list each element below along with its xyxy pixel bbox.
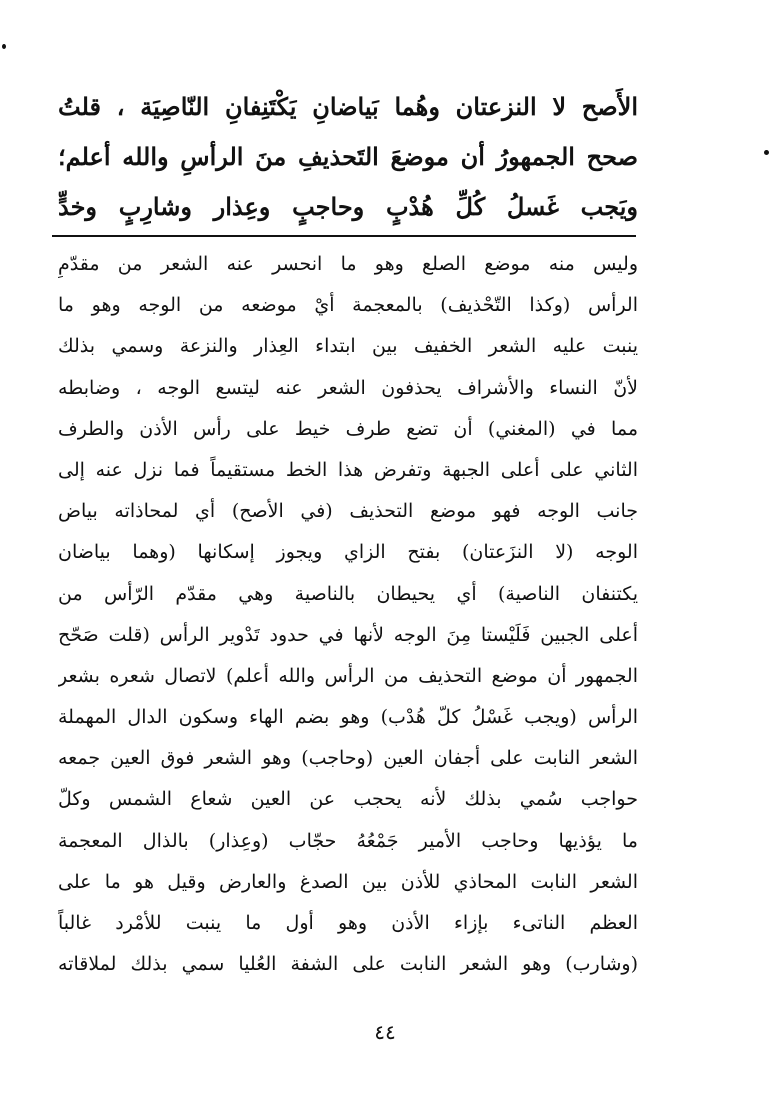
commentary-text xyxy=(58,244,638,985)
commentary-line: جانب الوجه فهو موضع التحذيف (في الأصح) أي لمحاذاته بياض xyxy=(58,500,638,523)
commentary-line: وليس منه موضع الصلع وهو ما انحسر عنه الشعر من مقدّمِ xyxy=(58,253,638,275)
commentary-line: الرأس (وكذا التّحْذيف) بالمعجمة أيْ موضعه من الوجه وهو ما xyxy=(58,294,638,317)
commentary-line: الشعر النابت على أجفان العين (وحاجب) وهو الشعر فوق العين جمعه xyxy=(58,747,638,770)
commentary-line: العظم الناتىء بإزاء الأذن وهو أول ما ينبت للأمْرد غالباً xyxy=(58,912,638,934)
commentary-line: الرأس (ويجب غَسْلُ كلّ هُدْب) وهو بضم الهاء وسكون الدال المهملة xyxy=(58,706,638,729)
commentary-line: يكتنفان الناصية) أي يحيطان بالناصية وهي مقدّم الرّأس من xyxy=(58,582,638,605)
commentary-line: أعلى الجبين فَلَيْستا مِنَ الوجه لأنها في حدود تَدْوير الرأس (قلت صَحّح xyxy=(58,623,638,646)
commentary-line: مما في (المغني) أن تضع طرف خيط على رأس الأذن والطرف xyxy=(58,417,638,440)
main-text-line: صحح الجمهورُ أن موضعَ التَحذيفِ منَ الرأسِ والله أعلم؛ xyxy=(58,142,638,171)
commentary-line: الجمهور أن موضع التحذيف من الرأس والله أعلم) لاتصال شعره بشعر xyxy=(58,664,638,687)
commentary-line: الثاني على أعلى الجبهة وتفرض هذا الخط مستقيماً فما نزل عنه إلى xyxy=(58,458,638,481)
main-text-line: ويَجب غَسلُ كُلِّ هُدْبٍ وحاجبٍ وعِذار وشارِبٍ وخدٍّ xyxy=(58,192,638,221)
page-number: ٤٤ xyxy=(374,1020,396,1044)
main-text-line: الأَصح لا النزعتان وهُما بَياضانِ يَكْتَنِفانِ النّاصِيَة ، قلتُ xyxy=(58,92,638,121)
commentary-line: حواجب سُمي بذلك لأنه يحجب عن العين شعاع الشمس وكلّ xyxy=(58,788,638,811)
margin-mark xyxy=(764,150,769,155)
separator-rule xyxy=(52,235,636,237)
commentary-line: الشعر النابت المحاذي للأذن بين الصدغ والعارض وقيل هو ما على xyxy=(58,870,638,893)
commentary-line: (وشارب) وهو الشعر النابت على الشفة العُليا سمي بذلك لملاقاته xyxy=(58,953,638,976)
margin-mark xyxy=(2,44,6,49)
commentary-line: ما يؤذيها وحاجب الأمير جَمْعُهُ حجّاب (وعِذار) بالذال المعجمة xyxy=(58,829,638,852)
commentary-line: ينبت عليه الشعر الخفيف بين ابتداء العِذار والنزعة وسمي بذلك xyxy=(58,335,638,358)
commentary-line: الوجه (لا النزَعتان) بفتح الزاي ويجوز إسكانها (وهما بياضان xyxy=(58,541,638,564)
main-text xyxy=(58,82,638,232)
commentary-line: لأنّ النساء والأشراف يحذفون الشعر عنه ليتسع الوجه ، وضابطه xyxy=(58,376,638,399)
